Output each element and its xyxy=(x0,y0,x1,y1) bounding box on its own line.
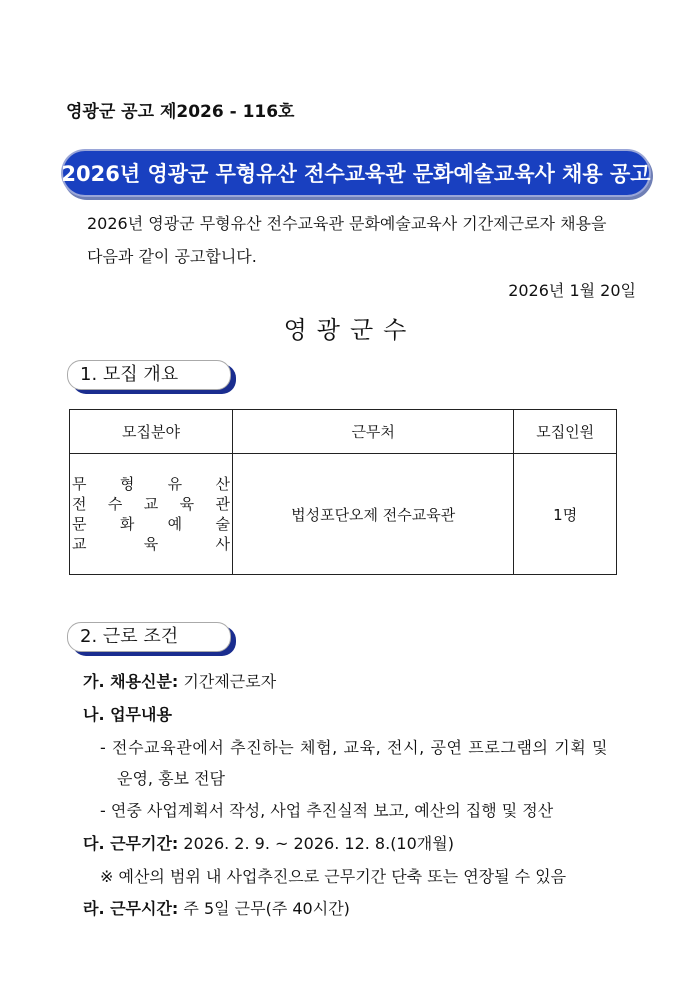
intro-line-1: 2026년 영광군 무형유산 전수교육관 문화예술교육사 기간제근로자 채용을 xyxy=(87,214,607,233)
table-header: 모집분야 xyxy=(70,410,233,454)
duty-bullet: - 연중 사업계획서 작성, 사업 추진실적 보고, 예산의 집행 및 정산 xyxy=(100,801,554,820)
signer: 영광군수 xyxy=(283,316,417,344)
item-value: 기간제근로자 xyxy=(178,672,277,691)
field-char: 예 xyxy=(167,515,183,533)
duty-bullet: - 전수교육관에서 추진하는 체험, 교육, 전시, 공연 프로그램의 기획 및 xyxy=(100,738,609,757)
table-header-row xyxy=(70,410,617,454)
document-title: 2026년 영광군 무형유산 전수교육관 문화예술교육사 채용 공고 xyxy=(61,162,651,186)
item-employment-type xyxy=(83,669,276,692)
duty-bullet-continued: 운영, 홍보 전담 xyxy=(117,769,225,788)
item-label: 다. 근무기간: xyxy=(83,834,179,853)
field-char: 무 xyxy=(72,475,87,493)
field-char: 교 xyxy=(72,535,87,553)
field-char: 사 xyxy=(215,535,230,553)
section-1-heading: 1. 모집 개요 xyxy=(67,360,231,390)
item-value: 2026. 2. 9. ~ 2026. 12. 8.(10개월) xyxy=(178,834,454,853)
field-char: 유 xyxy=(167,475,183,493)
field-char: 육 xyxy=(143,535,159,553)
field-char: 화 xyxy=(119,515,135,533)
field-line xyxy=(72,534,230,554)
recruitment-table xyxy=(69,409,617,575)
field-char: 관 xyxy=(215,495,230,513)
field-cell xyxy=(70,454,233,575)
workplace-cell: 법성포단오제 전수교육관 xyxy=(233,454,514,575)
field-char: 형 xyxy=(119,475,135,493)
field-char: 술 xyxy=(215,515,230,533)
field-char: 수 xyxy=(107,495,123,513)
notice-date: 2026년 1월 20일 xyxy=(508,281,636,300)
item-label: 라. 근무시간: xyxy=(83,899,179,918)
notice-number: 영광군 공고 제2026 - 116호 xyxy=(66,102,295,122)
table-row xyxy=(70,454,617,575)
field-char: 문 xyxy=(72,515,87,533)
field-line xyxy=(72,494,230,514)
item-value: 주 5일 근무(주 40시간) xyxy=(178,899,350,918)
field-char: 교 xyxy=(143,495,159,513)
item-label: 가. 채용신분: xyxy=(83,672,179,691)
table-header: 모집인원 xyxy=(514,410,617,454)
period-note: ※ 예산의 범위 내 사업추진으로 근무기간 단축 또는 연장될 수 있음 xyxy=(100,867,567,886)
field-line xyxy=(72,514,230,534)
intro-line-2: 다음과 같이 공고합니다. xyxy=(87,247,257,266)
item-work-hours xyxy=(83,896,350,919)
table-header: 근무처 xyxy=(233,410,514,454)
item-work-period xyxy=(83,831,454,854)
field-char: 전 xyxy=(72,495,87,513)
item-label: 나. 업무내용 xyxy=(83,705,172,724)
field-line xyxy=(72,474,230,494)
section-2-heading: 2. 근로 조건 xyxy=(67,622,231,652)
item-duties xyxy=(83,702,172,725)
count-cell: 1명 xyxy=(514,454,617,575)
title-banner xyxy=(63,151,649,195)
field-char: 육 xyxy=(179,495,195,513)
field-char: 산 xyxy=(215,475,230,493)
